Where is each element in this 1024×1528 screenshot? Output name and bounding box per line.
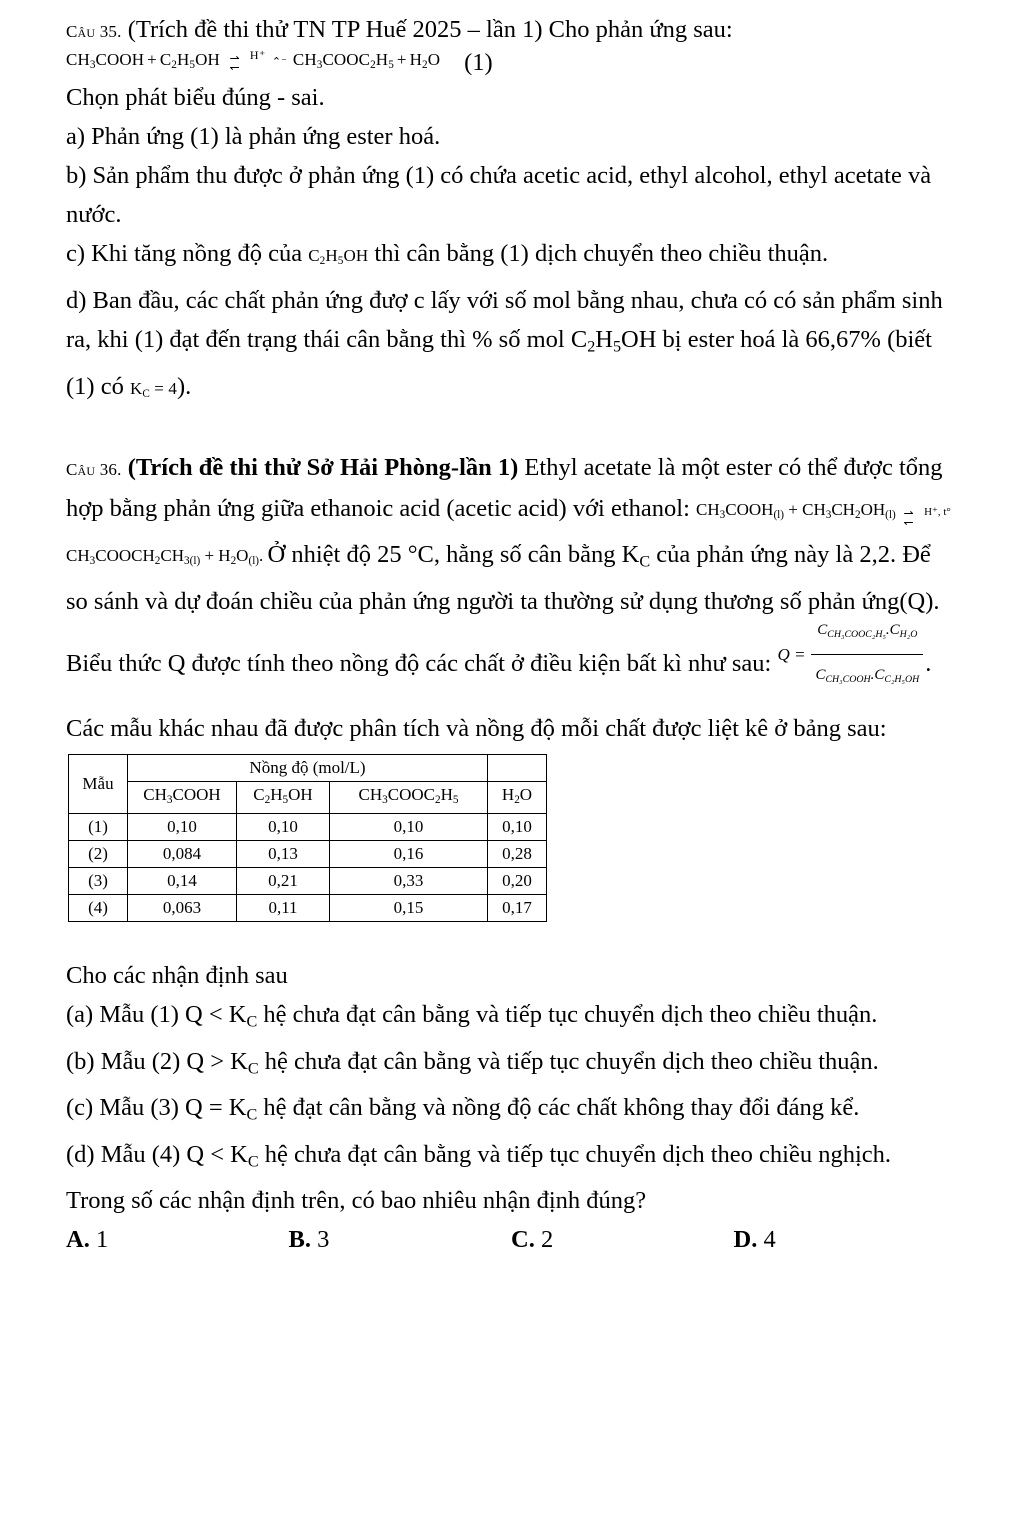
cell-value: 0,11 — [237, 895, 330, 922]
table-col-ester: $CH_3COOC_2H_5$ — [330, 782, 488, 814]
answer-option-b[interactable] — [289, 1226, 512, 1254]
question-36-title: (Trích đề thi thử Sở Hải Phòng-lần 1) — [127, 453, 519, 481]
option-d-kc: $K_C = 4$ — [129, 378, 177, 400]
cell-value: 0,33 — [330, 868, 488, 895]
table-col-c2h5oh: $C_2H_5OH$ — [237, 782, 330, 814]
cell-value: 0,10 — [237, 814, 330, 841]
question-35-intro: (Trích đề thi thử TN TP Huế 2025 – lần 1) Cho phản ứng sau: — [127, 16, 733, 43]
question-36-equation-reactants: $CH_3COOH_{(l)} + CH_3CH_2OH_{(l)}$ — [696, 499, 896, 522]
cell-value: 0,10 — [488, 814, 547, 841]
cell-value: 0,15 — [330, 895, 488, 922]
question-35-prompt: Chọn phát biểu đúng - sai. — [66, 84, 325, 112]
answer-key-b: B. — [288, 1226, 311, 1254]
answer-option-d[interactable] — [734, 1226, 957, 1254]
option-d-sub-2: 5 — [612, 338, 622, 356]
question-35-option-b: b) Sản phẩm thu được ở phản ứng (1) có chứa acetic acid, ethyl alcohol, ethyl acetate và nước. — [66, 162, 932, 229]
question-36-kc-sub: C — [639, 553, 651, 571]
table-row — [69, 814, 547, 841]
table-row — [69, 841, 547, 868]
q-expression-lhs: Q = — [777, 645, 806, 665]
cell-value: 0,063 — [128, 895, 237, 922]
answer-value-a: 1 — [95, 1226, 109, 1254]
statement-a: (a) Mẫu (1) $Q < K_C$ hệ chưa đạt cân bằng và tiếp tục chuyển dịch theo chiều thuận. — [66, 1001, 878, 1031]
cell-value: 0,10 — [330, 814, 488, 841]
cell-value: 0,10 — [128, 814, 237, 841]
q-expression-trailing: . — [925, 649, 932, 677]
table-spacer — [66, 922, 956, 956]
answer-key-c: C. — [511, 1226, 535, 1254]
catalyst-label: H⁺ — [249, 47, 266, 62]
question-35-label: Câu 35. — [66, 22, 122, 41]
table-row — [69, 868, 547, 895]
question-35-option-c — [66, 234, 956, 281]
cell-value: 0,28 — [488, 841, 547, 868]
option-c-text-2: thì cân bằng (1) dịch chuyển theo chiều thuận. — [374, 240, 829, 268]
table-header-blank — [488, 755, 547, 782]
question-36-text-1: Ethyl acetate là một ester có thể được tổng hợp bằng phản ứng giữa ethanoic acid (acetic acid) với ethanol: — [66, 453, 943, 522]
option-d-sub-1: 2 — [587, 338, 596, 356]
table-col-ch3cooh: $CH_3COOH$ — [128, 782, 237, 814]
statement-d: (d) Mẫu (4) $Q < K_C$ hệ chưa đạt cân bằng và tiếp tục chuyển dịch theo chiều nghịch. — [66, 1140, 892, 1171]
table-header-mau: Mẫu — [69, 755, 128, 814]
q-expression-numerator: $C_{CH_3COOC_2H_5}.C_{H_2O}$ — [811, 611, 923, 656]
table-header-concentration: Nồng độ (mol/L) — [128, 755, 488, 782]
statement-b: (b) Mẫu (2) $Q > K_C$ hệ chưa đạt cân bằng và tiếp tục chuyển dịch theo chiều thuận. — [66, 1047, 879, 1078]
statements-intro: Cho các nhận định sau — [66, 962, 288, 990]
q-expression-denominator: $C_{CH_3COOH}.C_{C_2H_5OH}$ — [815, 667, 920, 686]
option-d-end: ). — [176, 372, 192, 400]
cell-value: 0,14 — [128, 868, 237, 895]
answer-value-d: 4 — [763, 1226, 776, 1254]
answer-option-a[interactable] — [66, 1226, 289, 1254]
answer-value-c: 2 — [540, 1226, 554, 1254]
answer-option-c[interactable] — [511, 1226, 734, 1254]
cell-value: 0,13 — [237, 841, 330, 868]
final-question: Trong số các nhận định trên, có bao nhiêu nhận định đúng? — [66, 1187, 647, 1215]
catalyst-temp-label: ⌃⁻ — [271, 55, 287, 68]
table-header-row-1 — [69, 755, 547, 782]
cell-value: 0,084 — [128, 841, 237, 868]
question-35-option-d — [66, 281, 956, 414]
table-header-row-2 — [69, 782, 547, 814]
equilibrium-arrows-icon-2: ⇀ ↽ — [903, 507, 915, 529]
equation-number: (1) — [464, 48, 493, 76]
equation-right-side: $CH_3COOC_2H_5 + H_2O$ — [292, 50, 441, 72]
answer-key-d: D. — [733, 1226, 758, 1254]
option-c-text-1: c) Khi tăng nồng độ của — [66, 240, 303, 268]
cell-value: 0,21 — [237, 868, 330, 895]
question-36-text-4: Các mẫu khác nhau đã được phân tích và nồng độ mỗi chất được liệt kê ở bảng sau: — [66, 715, 887, 743]
cell-value: 0,20 — [488, 868, 547, 895]
option-d-text-1: d) Ban đầu, các chất phản ứng đượ c lấy với số mol bằng nhau, chưa có có sản phẩm sinh ra, khi (1) đạt đến trạng thái cân bằng thì % số mol C — [66, 287, 943, 354]
answer-value-b: 3 — [317, 1226, 330, 1254]
question-35-equation — [66, 47, 956, 78]
catalyst-label-2: H⁺, t° — [924, 505, 951, 518]
section-spacer — [66, 414, 956, 448]
question-36-text-3: của phản ứng này là 2,2. Để so sánh và dự đoán chiều của phản ứng người ta thường sử dụng thương số phản ứng(Q). Biểu thức Q được tính theo nồng độ các chất ở điều kiện bất kì như sau: — [66, 541, 940, 677]
answer-key-a: A. — [66, 1226, 90, 1254]
question-35-intro-line — [66, 10, 956, 51]
row-label: (2) — [69, 841, 128, 868]
statement-c: (c) Mẫu (3) $Q = K_C$ hệ đạt cân bằng và nồng độ các chất không thay đổi đáng kể. — [66, 1094, 860, 1124]
question-36-equation-products: $CH_3COOCH_2CH_{3(l)} + H_2O_{(l)}$. — [66, 546, 268, 568]
answer-options — [66, 1226, 956, 1254]
equation-left-side: $CH_3COOH + C_2H_5OH$ — [66, 50, 220, 72]
cell-value: 0,17 — [488, 895, 547, 922]
row-label: (1) — [69, 814, 128, 841]
q-expression — [777, 611, 925, 700]
table-col-h2o: $H_2O$ — [488, 782, 547, 814]
question-36-block — [66, 448, 956, 748]
equilibrium-arrows-icon: ⇀ ↽ — [229, 52, 240, 74]
question-36-label: Câu 36. — [66, 459, 122, 479]
concentration-table — [68, 754, 547, 922]
question-36-text-2: Ở nhiệt độ 25 °C, hằng số cân bằng K — [267, 541, 640, 569]
option-d-text-2: H — [595, 326, 613, 354]
question-35-option-a: a) Phản ứng (1) là phản ứng ester hoá. — [66, 123, 441, 151]
option-c-formula: $C_2H_5OH$ — [308, 246, 369, 268]
table-row — [69, 895, 547, 922]
cell-value: 0,16 — [330, 841, 488, 868]
row-label: (4) — [69, 895, 128, 922]
row-label: (3) — [69, 868, 128, 895]
option-d-text-3: OH bị ester hoá là 66,67% (biết (1) có — [66, 326, 932, 400]
